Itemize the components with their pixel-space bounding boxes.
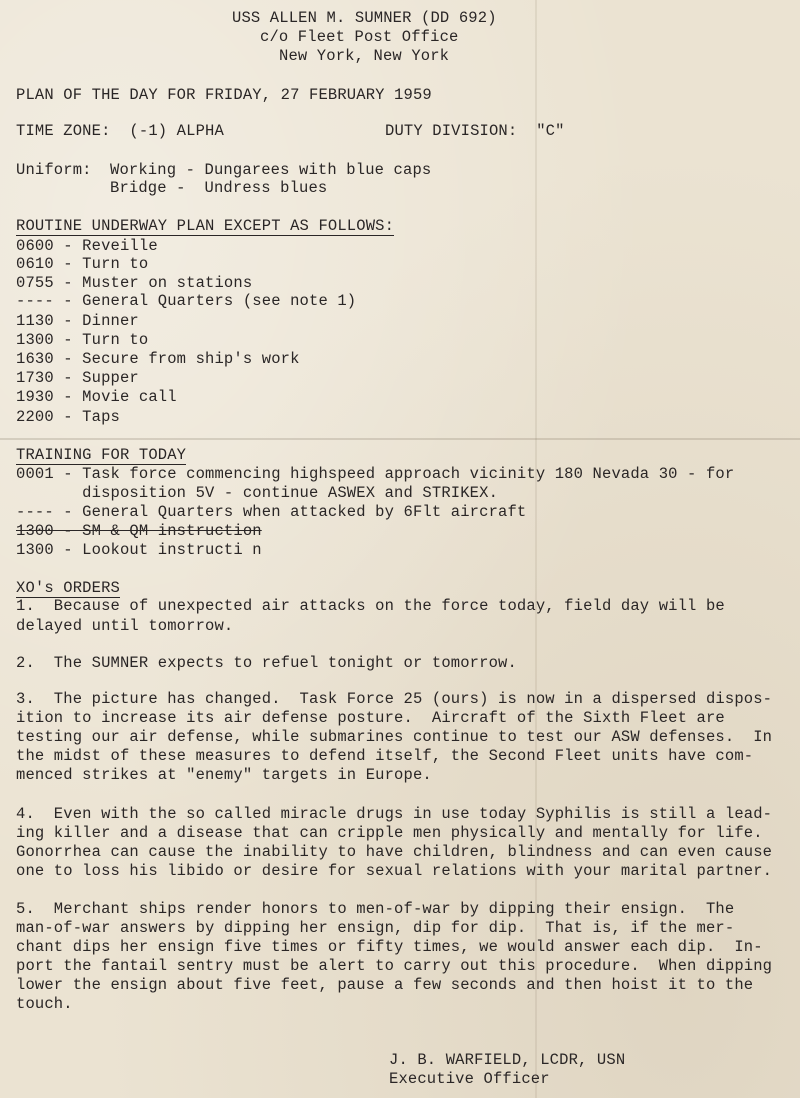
orders-heading: XO's ORDERS xyxy=(16,579,120,597)
order-1-line: 1. Because of unexpected air attacks on the force today, field day will be xyxy=(16,597,725,615)
order-4-line: Gonorrhea can cause the inability to have children, blindness and can even cause xyxy=(16,843,773,861)
training-item: 1300 - Lookout instructi n xyxy=(16,541,262,559)
address-line-2: New York, New York xyxy=(279,47,450,65)
signature-title: Executive Officer xyxy=(389,1070,550,1088)
duty-division: DUTY DIVISION: "C" xyxy=(385,122,565,140)
order-3-line: the midst of these measures to defend itself, the Second Fleet units have com- xyxy=(16,747,754,765)
routine-item: 1930 - Movie call xyxy=(16,388,177,406)
routine-item: ---- - General Quarters (see note 1) xyxy=(16,292,357,310)
plan-title: PLAN OF THE DAY FOR FRIDAY, 27 FEBRUARY 1959 xyxy=(16,86,432,104)
order-3-line: testing our air defense, while submarines continue to test our ASW defenses. In xyxy=(16,728,773,746)
order-5-line: man-of-war answers by dipping her ensign, dip for dip. That is, if the mer- xyxy=(16,919,735,937)
training-item: 0001 - Task force commencing highspeed approach vicinity 180 Nevada 30 - for xyxy=(16,465,735,483)
training-item: ---- - General Quarters when attacked by 6Flt aircraft xyxy=(16,503,527,521)
routine-item: 1300 - Turn to xyxy=(16,331,149,349)
order-4-line: ing killer and a disease that can cripple men physically and mentally for life. xyxy=(16,824,763,842)
fold-crease xyxy=(0,438,800,440)
routine-item: 2200 - Taps xyxy=(16,408,120,426)
training-item: 1300 - SM & QM instruction xyxy=(16,522,262,540)
order-5-line: chant dips her ensign five times or fifty times, we would answer each dip. In- xyxy=(16,938,763,956)
routine-item: 1130 - Dinner xyxy=(16,312,139,330)
order-5-line: port the fantail sentry must be alert to carry out this procedure. When dipping xyxy=(16,957,773,975)
order-5-line: touch. xyxy=(16,995,73,1013)
order-4-line: 4. Even with the so called miracle drugs in use today Syphilis is still a lead- xyxy=(16,805,773,823)
routine-heading: ROUTINE UNDERWAY PLAN EXCEPT AS FOLLOWS: xyxy=(16,217,395,235)
order-4-line: one to loss his libido or desire for sexual relations with your marital partner. xyxy=(16,862,773,880)
training-item: disposition 5V - continue ASWEX and STRIKEX. xyxy=(16,484,499,502)
time-zone: TIME ZONE: (-1) ALPHA xyxy=(16,122,224,140)
order-5-line: lower the ensign about five feet, pause a few seconds and then hoist it to the xyxy=(16,976,754,994)
address-line-1: c/o Fleet Post Office xyxy=(260,28,459,46)
routine-item: 1630 - Secure from ship's work xyxy=(16,350,300,368)
uniform-bridge: Bridge - Undress blues xyxy=(110,179,328,197)
routine-item: 0755 - Muster on stations xyxy=(16,274,253,292)
routine-item: 0610 - Turn to xyxy=(16,255,149,273)
order-2-line: 2. The SUMNER expects to refuel tonight or tomorrow. xyxy=(16,654,517,672)
order-3-line: ition to increase its air defense posture. Aircraft of the Sixth Fleet are xyxy=(16,709,725,727)
ship-name: USS ALLEN M. SUMNER (DD 692) xyxy=(232,9,497,27)
order-3-line: menced strikes at "enemy" targets in Europe. xyxy=(16,766,432,784)
routine-item: 1730 - Supper xyxy=(16,369,139,387)
signature-name: J. B. WARFIELD, LCDR, USN xyxy=(389,1051,626,1069)
uniform-label: Uniform: xyxy=(16,161,92,179)
uniform-working: Working - Dungarees with blue caps xyxy=(110,161,432,179)
order-1-line: delayed until tomorrow. xyxy=(16,617,234,635)
order-3-line: 3. The picture has changed. Task Force 25 (ours) is now in a dispersed dispos- xyxy=(16,690,773,708)
training-heading: TRAINING FOR TODAY xyxy=(16,446,187,464)
routine-item: 0600 - Reveille xyxy=(16,237,158,255)
order-5-line: 5. Merchant ships render honors to men-of-war by dipping their ensign. The xyxy=(16,900,735,918)
